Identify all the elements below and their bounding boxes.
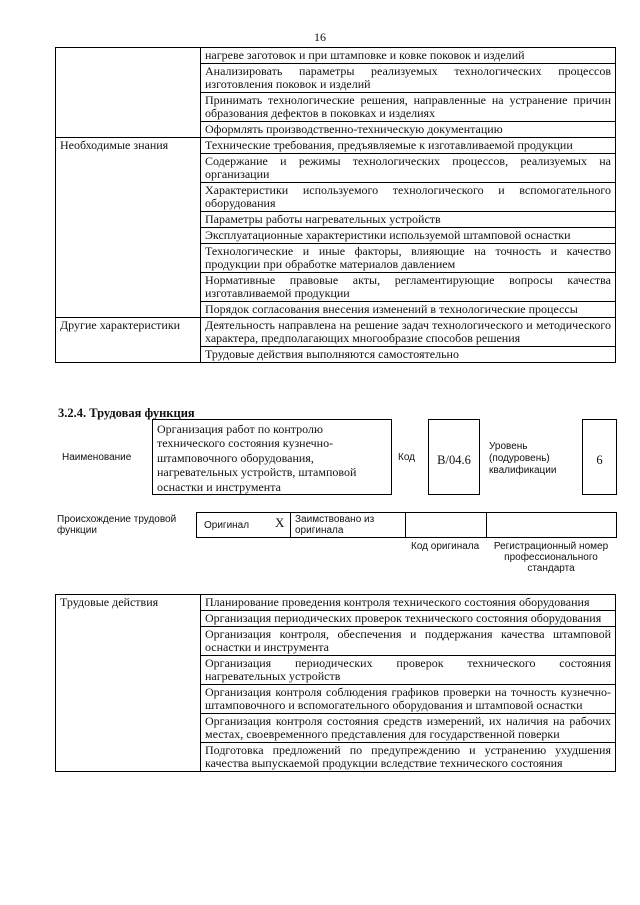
table-cell: Параметры работы нагревательных устройств	[201, 212, 616, 228]
function-name: Организация работ по контролю технического состояния кузнечно-штамповочного оборудования, нагревательных устройств, штамповой оснастки и инструмента	[157, 422, 357, 494]
table-cell: Характеристики используемого технологического и вспомогательного оборудования	[201, 183, 616, 212]
original-label: Оригинал	[204, 520, 250, 531]
table-cell: Эксплуатационные характеристики используемой штамповой оснастки	[201, 228, 616, 244]
table-cell: Анализировать параметры реализуемых технологических процессов изготовления поковок и изделий	[201, 64, 616, 93]
row-label-other: Другие характеристики	[56, 318, 201, 363]
table-row	[56, 138, 616, 154]
table-cell: Нормативные правовые акты, регламентирующие вопросы качества изготавливаемой продукции	[201, 273, 616, 302]
table-cell: Содержание и режимы технологических процессов, реализуемых на организации	[201, 154, 616, 183]
table-cell: Организация периодических проверок технического состояния нагревательных устройств	[201, 656, 616, 685]
table-row	[56, 48, 616, 64]
table-row	[56, 595, 616, 611]
table-cell: Технические требования, предъявляемые к изготавливаемой продукции	[201, 138, 616, 154]
table-cell: Принимать технологические решения, направленные на устранение причин образования дефектов в поковках и изделиях	[201, 93, 616, 122]
skills-table	[55, 47, 616, 363]
name-label: Наименование	[62, 452, 132, 463]
level-label: Уровень (подуровень) квалификации	[489, 441, 557, 476]
table-cell: Подготовка предложений по предупреждению и устранению ухудшения качества выпускаемой продукции вследствие технического состояния	[201, 743, 616, 772]
divider	[486, 512, 487, 537]
table-cell: Организация периодических проверок технического состояния оборудования	[201, 611, 616, 627]
table-cell: Планирование проведения контроля технического состояния оборудования	[201, 595, 616, 611]
original-mark: X	[275, 515, 285, 530]
code-box	[428, 419, 480, 495]
reg-number-label: Регистрационный номер профессионального стандарта	[493, 541, 609, 574]
code-label: Код	[398, 452, 416, 463]
table-cell: Порядок согласования внесения изменений в технологические процессы	[201, 302, 616, 318]
page-number: 16	[314, 30, 326, 44]
table-row	[56, 318, 616, 347]
table-cell: нагреве заготовок и при штамповке и ковке поковок и изделий	[201, 48, 616, 64]
code-original-label: Код оригинала	[411, 541, 480, 552]
table-cell: Организация контроля, обеспечения и поддержания качества штамповой оснастки и инструмента	[201, 627, 616, 656]
name-box	[152, 419, 392, 495]
table-cell: Организация контроля состояния средств измерений, их наличия на рабочих местах, своевременного представления для государственной поверки	[201, 714, 616, 743]
code-value: В/04.6	[437, 453, 471, 467]
row-label	[56, 48, 201, 138]
level-value: 6	[596, 453, 603, 467]
divider	[290, 512, 291, 537]
row-label-actions: Трудовые действия	[56, 595, 201, 772]
table-cell: Технологические и иные факторы, влияющие на точность и качество продукции при обработке материалов давлением	[201, 244, 616, 273]
table-cell: Оформлять производственно-техническую документацию	[201, 122, 616, 138]
divider	[405, 512, 406, 537]
table-cell: Деятельность направлена на решение задач технологического и методического характера, предполагающих многообразие способов решения	[201, 318, 616, 347]
origin-label: Происхождение трудовой функции	[57, 514, 177, 536]
borrowed-label: Заимствовано из оригинала	[295, 514, 375, 536]
table-cell: Трудовые действия выполняются самостоятельно	[201, 347, 616, 363]
section-title: 3.2.4. Трудовая функция	[58, 406, 195, 420]
actions-table	[55, 594, 616, 772]
row-label-knowledge: Необходимые знания	[56, 138, 201, 318]
origin-box	[196, 512, 617, 538]
table-cell: Организация контроля соблюдения графиков проверки на точность кузнечно-штамповочного и вспомогательного оборудования и штамповой оснастки	[201, 685, 616, 714]
level-box	[582, 419, 617, 495]
